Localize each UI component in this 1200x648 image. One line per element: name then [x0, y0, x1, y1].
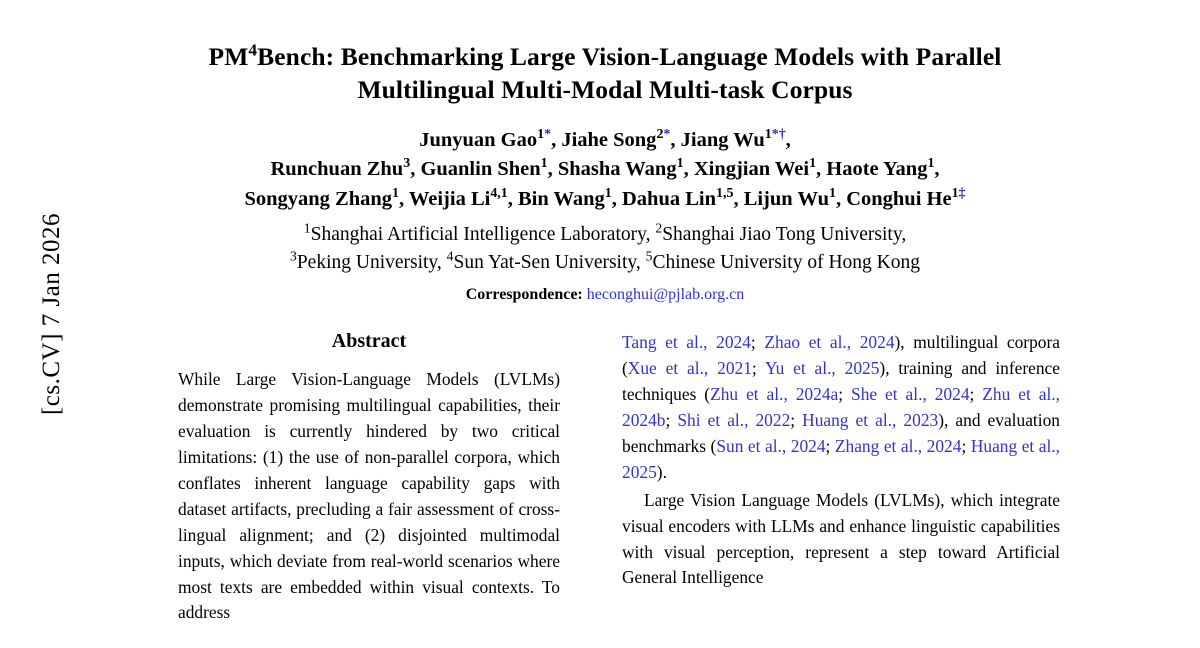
body-text: ; [961, 435, 971, 456]
author-line-3: Songyang Zhang$^1$, Weijia Li$^{4,1}$, Bin Wang$^1$, Dahua Lin$^{1,5}$, Lijun Wu$^1$, Conghui $He^{1\ddagger}$ [244, 185, 966, 210]
body-text: ; [838, 383, 852, 404]
citation-link[interactable]: Huang et al., 2023 [802, 409, 939, 430]
citation-link[interactable]: She et al., 2024 [851, 383, 970, 404]
intro-paragraph-2: Large Vision Language Models (LVLMs), which integrate visual encoders with LLMs and enhance linguistic capabilities with visual perception, represent a step toward Artificial General Intelligence [622, 489, 1060, 588]
citation-link[interactable]: Zhu et al., 2024a [710, 383, 839, 404]
author-list [150, 126, 1060, 213]
author-line-1: Junyuan Gao$^{1*}$, Jiahe Song$^{2*}$, Jiang $Wu^{1*\dagger}$, [419, 127, 791, 152]
affiliation-index: 1 [303, 220, 311, 236]
author-affil-marker: 1 [676, 156, 684, 172]
citation-link[interactable]: Huang et al., 2025 [622, 435, 1061, 482]
author-affil-marker: 2 [656, 127, 664, 143]
author-affil-marker: 1 [537, 127, 545, 143]
author-affil-marker: 1 [392, 185, 399, 201]
author-note-marker: * [544, 127, 552, 143]
author-affil-marker: 1 [604, 185, 612, 201]
body-text: ). [656, 461, 667, 482]
correspondence [150, 286, 1060, 304]
citation-link[interactable]: Tang et al., 2024 [622, 332, 751, 353]
page-title [150, 40, 1060, 106]
body-text: ; [969, 383, 983, 404]
title-line-2: Multilingual Multi-Modal Multi-task Corpus [357, 75, 853, 105]
left-column [150, 330, 588, 626]
author-affil-marker: 1 [809, 156, 817, 172]
author-note-marker: ‡ [958, 185, 966, 201]
body-text: ; [751, 358, 765, 379]
citation-link[interactable]: Zhu et al., 2024b [622, 383, 1060, 430]
title-superscript: 4 [248, 40, 258, 60]
affiliation-index: 3 [289, 248, 297, 264]
author-affil-marker: 1 [828, 185, 836, 201]
body-text: ; [665, 409, 678, 430]
author-line-2: Runchuan Zhu$^3$, Guanlin Shen$^1$, Shasha Wang$^1$, Xingjian Wei$^1$, Haote Yang$^1$, [270, 156, 940, 181]
right-column [622, 330, 1060, 626]
citation-link[interactable]: Yu et al., 2025 [764, 358, 880, 379]
body-text: ), and evaluation benchmarks ( [622, 409, 1060, 456]
affiliation-index: 5 [645, 248, 653, 264]
body-text: ), training and inference techniques ( [622, 358, 1060, 404]
correspondence-label: Correspondence: [465, 286, 583, 304]
intro-paragraph-1 [622, 330, 1060, 486]
abstract-heading: Abstract [331, 330, 407, 353]
author-affil-marker: 1,5 [716, 185, 734, 201]
affiliation-line-2: $^3$Peking University, $^4$Sun Yat-Sen University, $^5$Chinese University of Hong Kong [289, 248, 921, 273]
body-text: ; [790, 409, 803, 430]
citation-link[interactable]: Shi et al., 2022 [677, 409, 791, 430]
author-note-marker: *† [771, 127, 786, 143]
body-text: ), multilingual corpora ( [622, 332, 1060, 379]
arxiv-stamp: [cs.CV] 7 Jan 2026 [38, 212, 65, 416]
body-text: ; [750, 332, 765, 353]
author-affil-marker: 1 [540, 156, 548, 172]
author-affil-marker: 1 [951, 185, 959, 201]
paper-content [150, 0, 1060, 626]
abstract-text: While Large Vision-Language Models (LVLMs) demonstrate promising multilingual capabilities, their evaluation is currently hindered by two critical limitations: (1) the use of non-parallel corpora, which conflates inherent language capability gaps with dataset artifacts, precluding a fair assessment of cross-lingual alignment; and (2) disjointed multimodal inputs, which deviate from real-world scenarios where most texts are embedded within visual contexts. To address [178, 369, 560, 623]
author-affil-marker: 1 [927, 156, 935, 172]
affiliation-list [150, 221, 1060, 278]
citation-link[interactable]: Xue et al., 2021 [627, 358, 752, 379]
affiliation-index: 2 [655, 220, 663, 236]
citation-link[interactable]: Zhang et al., 2024 [834, 435, 962, 456]
body-text: ; [825, 435, 835, 456]
author-affil-marker: 1 [764, 127, 772, 143]
citation-link[interactable]: Zhao et al., 2024 [764, 332, 895, 353]
author-affil-marker: 3 [403, 156, 411, 172]
author-affil-marker: 4,1 [490, 185, 508, 201]
affiliation-index: 4 [446, 248, 454, 264]
citation-link[interactable]: Sun et al., 2024 [716, 435, 826, 456]
affiliation-line-1: $^1$Shanghai Artificial Intelligence Laboratory, $^2$Shanghai Jiao Tong University, [303, 220, 907, 245]
title-line-1: $PM^4Bench$: Benchmarking Large Vision-Language Models with Parallel [208, 40, 1002, 71]
author-note-marker: * [663, 127, 671, 143]
correspondence-email-link[interactable]: heconghui@pjlab.org.cn [586, 286, 745, 304]
two-column-body [150, 330, 1060, 626]
